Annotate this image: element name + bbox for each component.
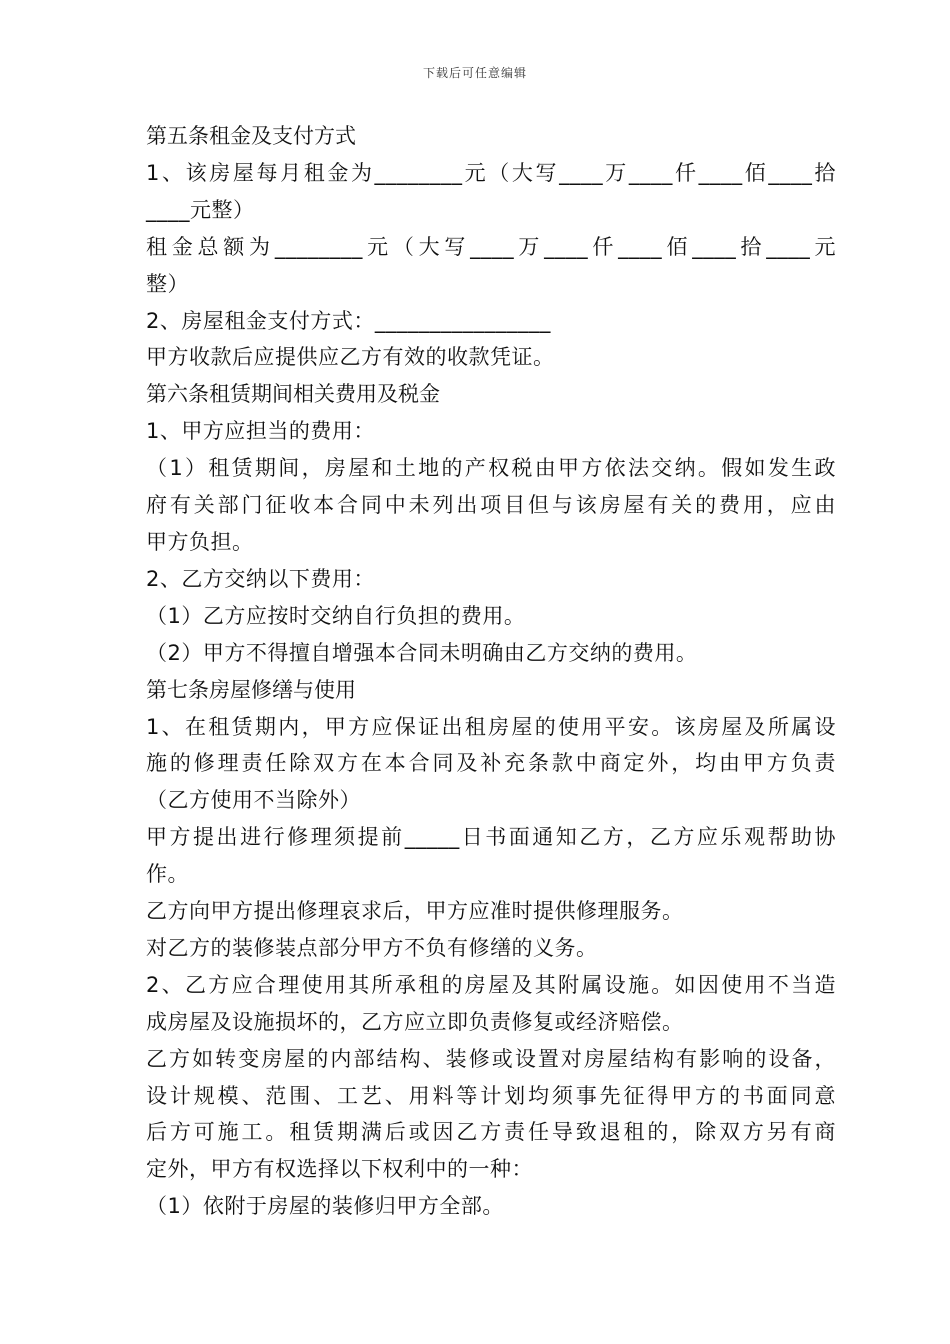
paragraph-line: 施的修理责任除双方在本合同及补充条款中商定外，均由甲方负责 [146, 751, 836, 776]
paragraph-line: 1、甲方应担当的费用： [146, 419, 375, 444]
paragraph-line: 甲方收款后应提供应乙方有效的收款凭证。 [146, 345, 555, 370]
paragraph-line: （1）租赁期间，房屋和土地的产权税由甲方依法交纳。假如发生政 [146, 456, 836, 481]
paragraph-line: 后方可施工。租赁期满后或因乙方责任导致退租的，除双方另有商 [146, 1120, 836, 1145]
paragraph-line: 整） [146, 271, 189, 296]
paragraph-line: 1、在租赁期内，甲方应保证出租房屋的使用平安。该房屋及所属设 [146, 714, 836, 739]
page-header-note: 下载后可任意编辑 [422, 66, 527, 80]
paragraph-line: ____元整） [146, 197, 255, 222]
paragraph-line: 定外，甲方有权选择以下权利中的一种： [146, 1157, 533, 1182]
paragraph-line: 设计规模、范围、工艺、用料等计划均须事先征得甲方的书面同意 [146, 1083, 836, 1108]
paragraph-line: （1）依附于房屋的装修归甲方全部。 [146, 1194, 504, 1219]
paragraph-line: 成房屋及设施损坏的，乙方应立即负责修复或经济赔偿。 [146, 1009, 684, 1034]
paragraph-line: 租金总额为________元（大写____万____仟____佰____拾____元 [146, 234, 836, 259]
paragraph-line: 2、房屋租金支付方式：________________ [146, 308, 551, 333]
paragraph-line: （2）甲方不得擅自增强本合同未明确由乙方交纳的费用。 [146, 640, 698, 665]
paragraph-line: 府有关部门征收本合同中未列出项目但与该房屋有关的费用，应由 [146, 493, 836, 518]
paragraph-line: （1）乙方应按时交纳自行负担的费用。 [146, 603, 526, 628]
article-5-heading: 第五条租金及支付方式 [146, 124, 356, 148]
paragraph-line: （乙方使用不当除外） [146, 788, 361, 813]
article-6-heading: 第六条租赁期间相关费用及税金 [146, 382, 440, 407]
paragraph-line: 2、乙方交纳以下费用： [146, 566, 375, 591]
paragraph-line: 作。 [146, 862, 189, 887]
paragraph-line: 乙方如转变房屋的内部结构、装修或设置对房屋结构有影响的设备， [146, 1046, 836, 1071]
paragraph-line: 乙方向甲方提出修理哀求后，甲方应准时提供修理服务。 [146, 899, 684, 924]
paragraph-line: 2、乙方应合理使用其所承租的房屋及其附属设施。如因使用不当造 [146, 972, 836, 997]
document-body [146, 118, 836, 1225]
article-7-heading: 第七条房屋修缮与使用 [146, 677, 356, 702]
paragraph-line: 1、该房屋每月租金为________元（大写____万____仟____佰____拾 [146, 160, 836, 185]
paragraph-line: 甲方负担。 [146, 529, 254, 554]
paragraph-line: 甲方提出进行修理须提前_____日书面通知乙方，乙方应乐观帮助协 [146, 825, 836, 850]
paragraph-line: 对乙方的装修装点部分甲方不负有修缮的义务。 [146, 935, 598, 960]
